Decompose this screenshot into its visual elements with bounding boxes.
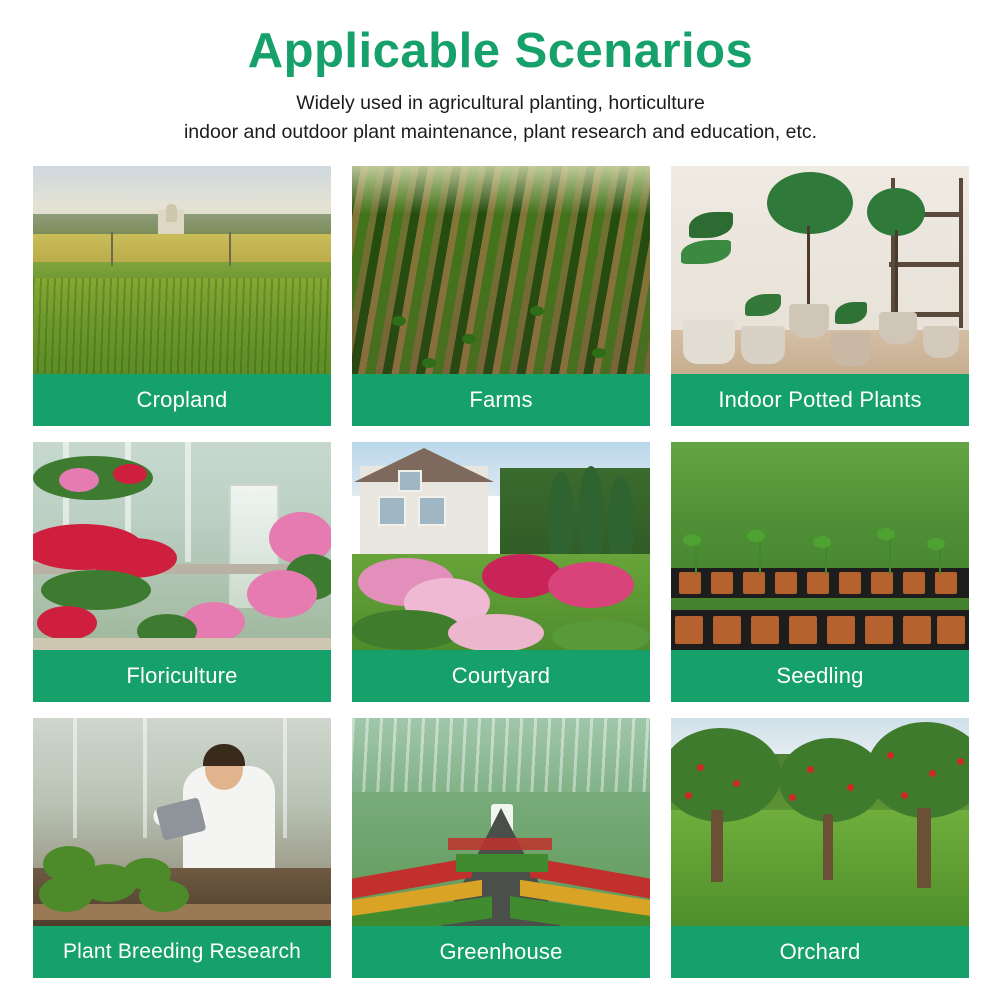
scenario-card-cropland[interactable]	[33, 166, 331, 426]
scenario-caption-indoor-potted-plants: Indoor Potted Plants	[671, 374, 969, 426]
scenario-card-floriculture[interactable]	[33, 442, 331, 702]
scenario-caption-seedling: Seedling	[671, 650, 969, 702]
scenario-image-plant-breeding-research	[33, 718, 331, 926]
scenario-grid	[33, 166, 970, 978]
scenario-image-courtyard	[352, 442, 650, 650]
scenario-caption-courtyard: Courtyard	[352, 650, 650, 702]
scenario-image-cropland	[33, 166, 331, 374]
scenario-card-greenhouse[interactable]	[352, 718, 650, 978]
scenario-caption-farms: Farms	[352, 374, 650, 426]
scenario-card-indoor-potted-plants[interactable]	[671, 166, 969, 426]
scenario-caption-orchard: Orchard	[671, 926, 969, 978]
scenario-caption-floriculture: Floriculture	[33, 650, 331, 702]
subtitle-line-2: indoor and outdoor plant maintenance, plant research and education, etc.	[183, 120, 818, 143]
scenario-caption-greenhouse: Greenhouse	[352, 926, 650, 978]
page-header	[0, 0, 1001, 146]
scenario-image-indoor-potted-plants	[671, 166, 969, 374]
scenario-card-courtyard[interactable]	[352, 442, 650, 702]
scenario-card-seedling[interactable]	[671, 442, 969, 702]
scenario-caption-plant-breeding-research: Plant Breeding Research	[33, 926, 331, 978]
scenario-image-greenhouse	[352, 718, 650, 926]
scenario-card-orchard[interactable]	[671, 718, 969, 978]
page-subtitle	[0, 89, 1001, 146]
subtitle-line-1: Widely used in agricultural planting, horticulture	[296, 92, 705, 115]
scenario-image-floriculture	[33, 442, 331, 650]
scenario-image-farms	[352, 166, 650, 374]
scenario-image-orchard	[671, 718, 969, 926]
page-title: Applicable Scenarios	[247, 24, 754, 78]
scenario-card-plant-breeding-research[interactable]	[33, 718, 331, 978]
scenario-caption-cropland: Cropland	[33, 374, 331, 426]
scenario-image-seedling	[671, 442, 969, 650]
scenario-card-farms[interactable]	[352, 166, 650, 426]
